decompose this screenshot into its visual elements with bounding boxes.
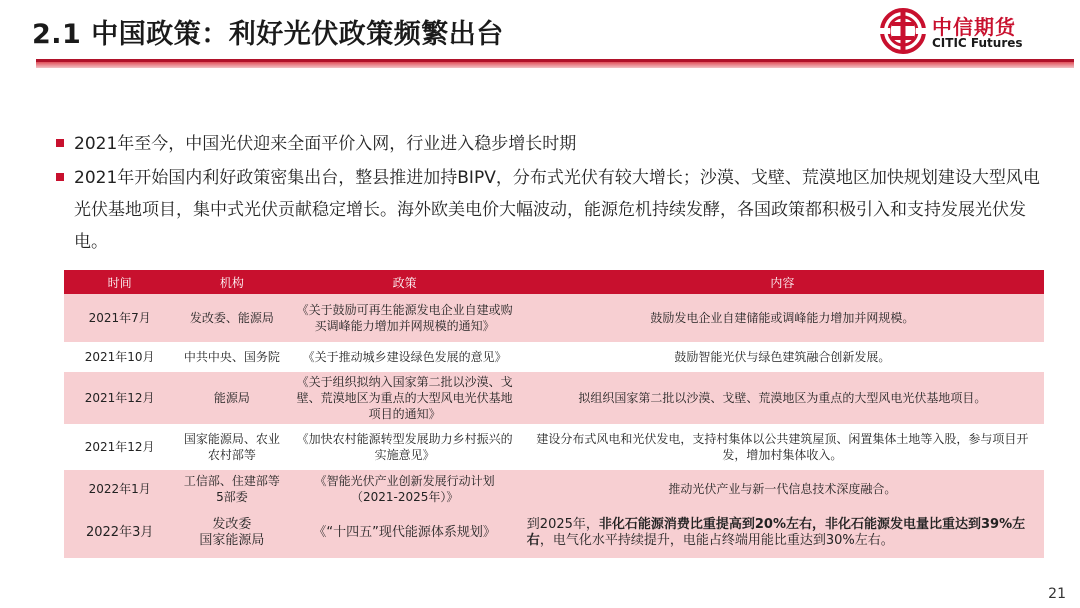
- cell-content: 鼓励智能光伏与绿色建筑融合创新发展。: [521, 342, 1044, 372]
- bullet-item: [56, 162, 1046, 258]
- table-row: [64, 294, 1044, 342]
- cell-org: 工信部、住建部等5部委: [175, 470, 288, 508]
- cell-policy: 《关于鼓励可再生能源发电企业自建或购买调峰能力增加并网规模的通知》: [289, 294, 521, 342]
- content-part: 到2025年，: [526, 517, 599, 532]
- cell-policy: 《关于组织拟纳入国家第二批以沙漠、戈壁、荒漠地区为重点的大型风电光伏基地项目的通知》: [289, 372, 521, 424]
- table-header-row: [64, 270, 1044, 294]
- table-row: [64, 508, 1044, 558]
- cell-time: 2021年12月: [64, 372, 175, 424]
- cell-time: 2022年3月: [64, 508, 175, 558]
- bullet-list: [56, 128, 1046, 260]
- cell-org: 国家能源局、农业农村部等: [175, 424, 288, 470]
- header-time: 时间: [64, 270, 175, 294]
- citic-logo-icon: [880, 8, 926, 54]
- company-logo: [880, 8, 1070, 54]
- page-number: 21: [1048, 586, 1066, 602]
- cell-policy: 《加快农村能源转型发展助力乡村振兴的实施意见》: [289, 424, 521, 470]
- cell-policy: 《智能光伏产业创新发展行动计划（2021-2025年）》: [289, 470, 521, 508]
- bullet-item: [56, 128, 1046, 160]
- cell-content: [521, 508, 1044, 558]
- cell-org: 能源局: [175, 372, 288, 424]
- table-row: [64, 424, 1044, 470]
- cell-time: 2021年10月: [64, 342, 175, 372]
- cell-time: 2021年7月: [64, 294, 175, 342]
- policy-table: [64, 270, 1044, 558]
- cell-org: 中共中央、国务院: [175, 342, 288, 372]
- header-org: 机构: [175, 270, 288, 294]
- bullet-square-icon: [56, 139, 64, 147]
- bullet-square-icon: [56, 173, 64, 181]
- cell-content: 推动光伏产业与新一代信息技术深度融合。: [521, 470, 1044, 508]
- header-content: 内容: [521, 270, 1044, 294]
- content-part: ，电气化水平持续提升，电能占终端用能比重达到30%左右。: [539, 533, 894, 548]
- cell-content: 建设分布式风电和光伏发电，支持村集体以公共建筑屋顶、闲置集体土地等入股，参与项目开发，增加村集体收入。: [521, 424, 1044, 470]
- table-row: [64, 372, 1044, 424]
- cell-content: 鼓励发电企业自建储能或调峰能力增加并网规模。: [521, 294, 1044, 342]
- cell-time: 2021年12月: [64, 424, 175, 470]
- cell-policy: 《关于推动城乡建设绿色发展的意见》: [289, 342, 521, 372]
- page-title: 2.1 中国政策：利好光伏政策频繁出台: [32, 19, 504, 50]
- bullet-text: 2021年开始国内利好政策密集出台，整县推进加持BIPV，分布式光伏有较大增长；沙漠、戈壁、荒漠地区加快规划建设大型风电光伏基地项目，集中式光伏贡献稳定增长。海外欧美电价大幅波动，能源危机持续发酵，各国政策都积极引入和支持发展光伏发电。: [74, 168, 1040, 252]
- header-policy: 政策: [289, 270, 521, 294]
- table-row: [64, 342, 1044, 372]
- logo-english-name: CITIC Futures: [932, 36, 1023, 50]
- cell-org: 发改委、能源局: [175, 294, 288, 342]
- cell-org: 发改委 国家能源局: [175, 508, 288, 558]
- table-row: [64, 470, 1044, 508]
- cell-policy: 《“十四五”现代能源体系规划》: [289, 508, 521, 558]
- content-part-bold: 非化石能源消费比重提高到20%左右，非化石能源发电量比重达到39%左右: [526, 517, 1026, 548]
- header-rule-gradient: [36, 62, 1074, 68]
- cell-content: 拟组织国家第二批以沙漠、戈壁、荒漠地区为重点的大型风电光伏基地项目。: [521, 372, 1044, 424]
- cell-time: 2022年1月: [64, 470, 175, 508]
- logo-chinese-name: 中信期货: [932, 15, 1016, 39]
- bullet-text: 2021年至今，中国光伏迎来全面平价入网，行业进入稳步增长时期: [74, 134, 577, 154]
